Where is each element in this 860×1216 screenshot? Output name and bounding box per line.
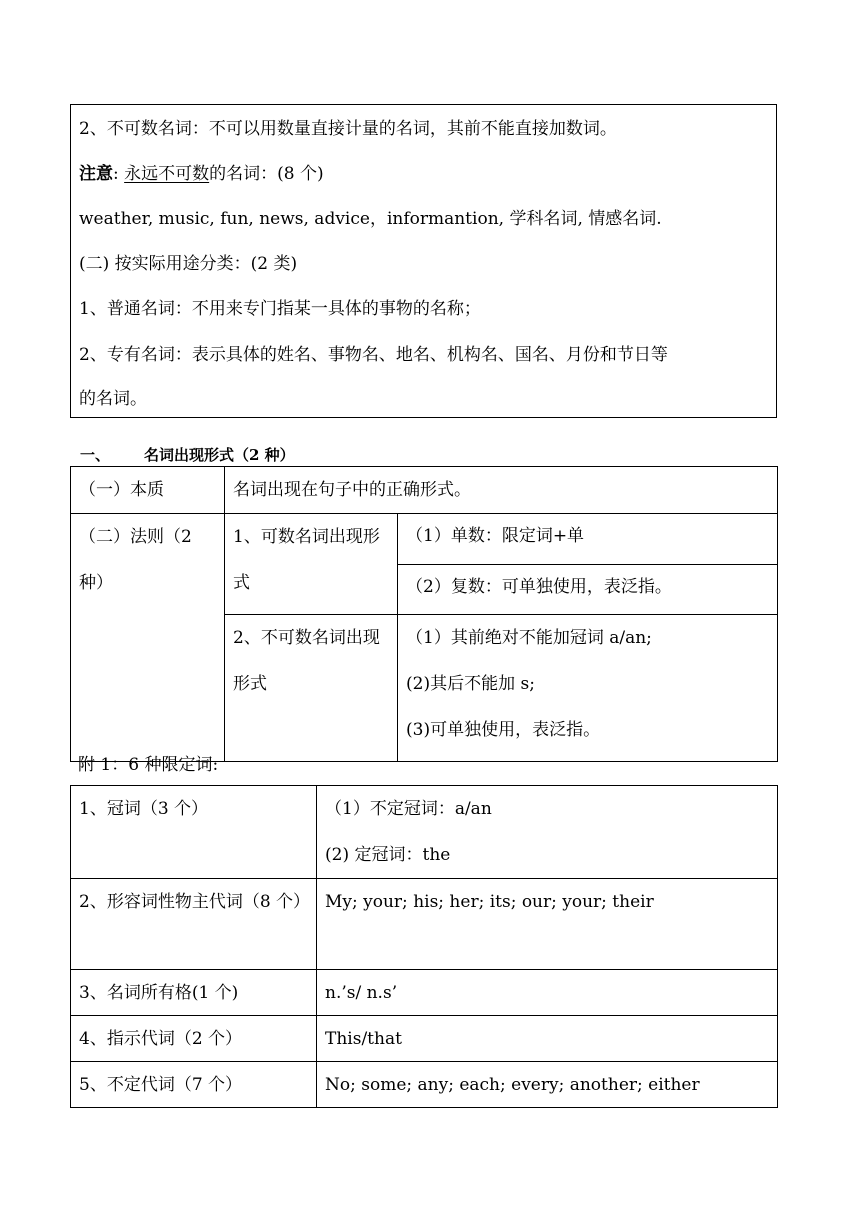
indefinite-article: （1）不定冠词：a/an (325, 799, 492, 819)
note-line (79, 162, 324, 186)
section-number: 一、 (80, 446, 111, 464)
determiner-value: My; your; his; her; its; our; your; their (317, 879, 778, 970)
note-rest: 的名词：(8 个) (209, 164, 324, 184)
note-label: 注意 (79, 164, 113, 184)
countable-label: 1、可数名词出现形式 (225, 514, 398, 615)
essence-value: 名词出现在句子中的正确形式。 (225, 467, 778, 514)
determiner-value: This/that (317, 1016, 778, 1062)
table-row (71, 786, 778, 879)
table-row (71, 970, 778, 1016)
essence-label: （一）本质 (71, 467, 225, 514)
determiner-value (317, 786, 778, 879)
appendix-heading: 附 1：6 种限定词: (78, 755, 219, 775)
rules-label: （二）法则（2 种） (71, 514, 225, 762)
determiner-label: 4、指示代词（2 个） (71, 1016, 317, 1062)
uncountable-rule-2: (2)其后不能加 s; (406, 674, 535, 694)
determiner-label: 3、名词所有格(1 个) (71, 970, 317, 1016)
definite-article: (2) 定冠词：the (325, 845, 451, 865)
uncountable-rule-3: (3)可单独使用，表泛指。 (406, 720, 601, 740)
uncountable-label: 2、不可数名词出现形式 (225, 615, 398, 762)
uncountable-notes-box (70, 104, 777, 418)
noun-forms-table (70, 466, 778, 762)
section-heading (80, 444, 295, 465)
proper-noun-definition-cont: 的名词。 (79, 389, 147, 409)
table-row (71, 879, 778, 970)
determiner-label: 2、形容词性物主代词（8 个） (71, 879, 317, 970)
section-title: 名词出现形式（2 种） (144, 446, 295, 464)
uncountable-rules (398, 615, 778, 762)
determiner-label: 5、不定代词（7 个） (71, 1062, 317, 1108)
determiners-table (70, 785, 778, 1108)
common-noun-definition: 1、普通名词：不用来专门指某一具体的事物的名称； (79, 299, 481, 319)
countable-singular: （1）单数：限定词+单 (398, 514, 778, 565)
table-row (71, 467, 778, 514)
usage-classification: (二) 按实际用途分类：(2 类) (79, 254, 298, 274)
determiner-value: No; some; any; each; every; another; either (317, 1062, 778, 1108)
proper-noun-definition: 2、专有名词：表示具体的姓名、事物名、地名、机构名、国名、月份和节日等 (79, 345, 668, 365)
determiner-label: 1、冠词（3 个） (71, 786, 317, 879)
uncountable-definition: 2、不可数名词：不可以用数量直接计量的名词，其前不能直接加数词。 (79, 119, 617, 139)
determiner-value: n.’s/ n.s’ (317, 970, 778, 1016)
note-underlined: 永远不可数 (124, 164, 210, 184)
uncountable-examples: weather, music, fun, news, advice，informantion, 学科名词, 情感名词. (79, 209, 662, 229)
note-separator: : (113, 164, 125, 184)
uncountable-rule-1: （1）其前绝对不能加冠词 a/an; (406, 628, 652, 648)
table-row (71, 514, 778, 565)
countable-plural: （2）复数：可单独使用，表泛指。 (398, 564, 778, 615)
table-row (71, 1062, 778, 1108)
table-row (71, 1016, 778, 1062)
